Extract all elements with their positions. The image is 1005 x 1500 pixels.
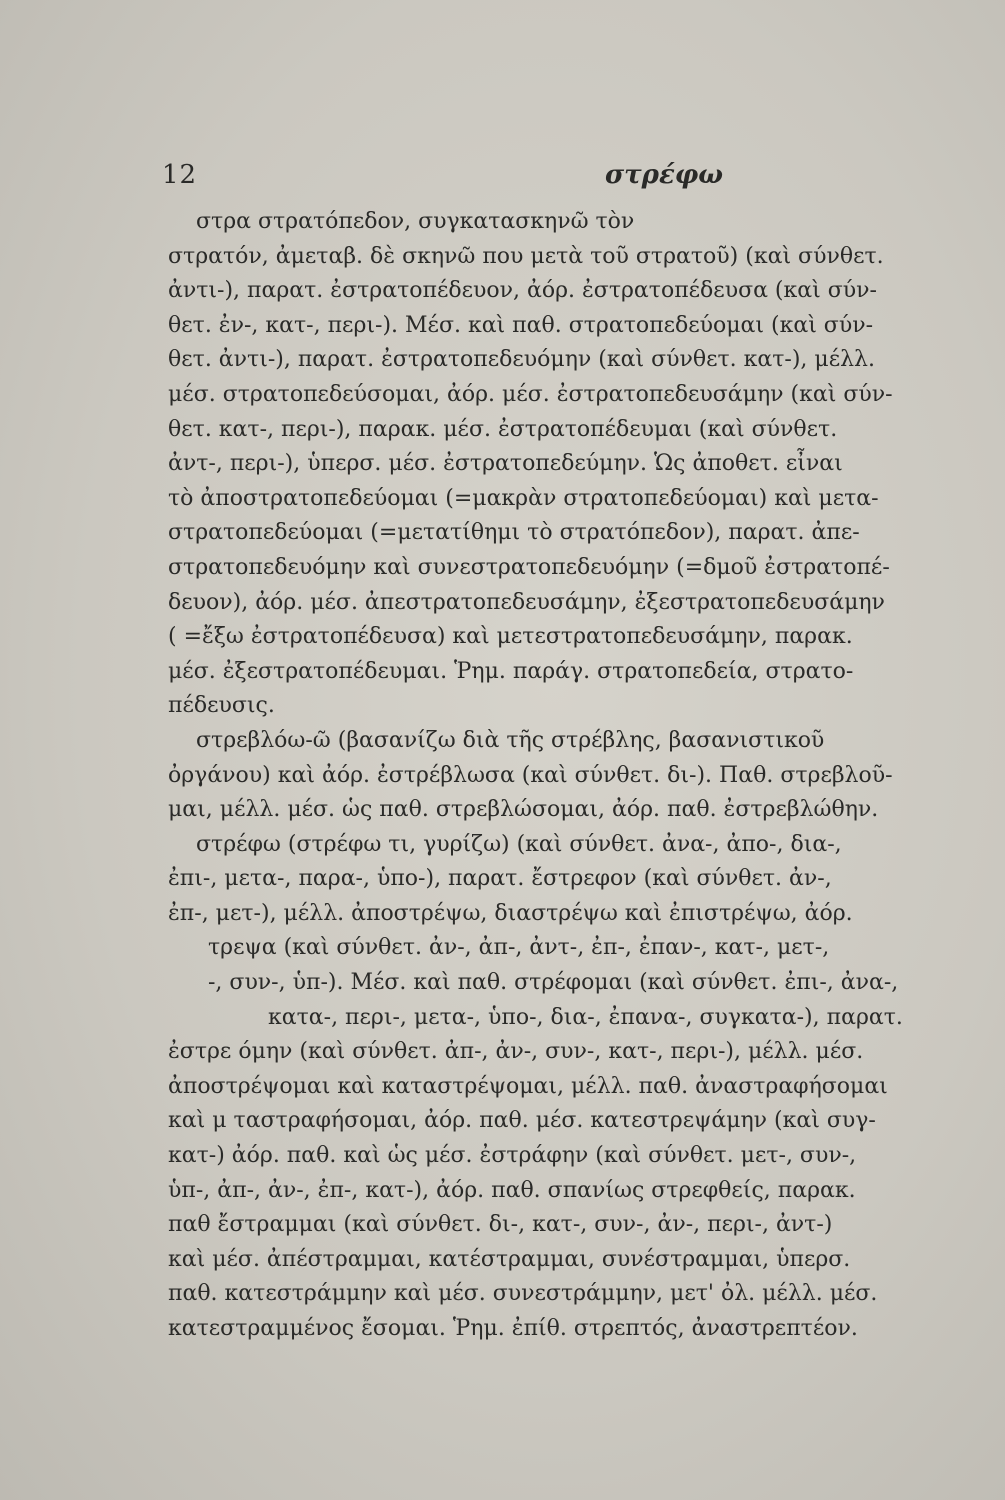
running-head: στρέφω [605, 160, 724, 190]
text-line: στρεβλόω-ῶ (βασανίζω διὰ τῆς στρέβλης, βασανιστικοῦ [196, 727, 825, 753]
text-line: καὶ μέσ. ἀπέστραμμαι, κατέστραμμαι, συνέστραμμαι, ὑπερσ. [168, 1246, 851, 1272]
text-line: στρατόν, ἀμεταβ. δὲ σκηνῶ που μετὰ τοῦ στρατοῦ) (καὶ σύνθετ. [168, 243, 884, 269]
text-line: κατ-) ἀόρ. παθ. καὶ ὡς μέσ. ἐστράφην (καὶ σύνθετ. μετ-, συν-, [168, 1143, 857, 1169]
text-line: κατεστραμμένος ἔσομαι. Ῥημ. ἐπίθ. στρεπτός, ἀναστρεπτέον. [168, 1316, 858, 1341]
text-line: στρα στρατόπεδον, συγκατασκηνῶ τὸν [196, 209, 635, 234]
text-line: μαι, μέλλ. μέσ. ὡς παθ. στρεβλώσομαι, ἀόρ. παθ. ἐστρεβλώθην. [168, 797, 879, 823]
text-line: ὀργάνου) καὶ ἀόρ. ἐστρέβλωσα (καὶ σύνθετ. δι-). Παθ. στρεβλοῦ- [168, 762, 893, 788]
text-line: ἀντι-), παρατ. ἐστρατοπέδευον, ἀόρ. ἐστρατοπέδευσα (καὶ σύν- [168, 278, 877, 304]
text-line: θετ. ἀντι-), παρατ. ἐστρατοπεδευόμην (καὶ σύνθετ. κατ-), μέλλ. [168, 347, 875, 373]
text-line: θετ. ἐν-, κατ-, περι-). Μέσ. καὶ παθ. στρατοπεδεύομαι (καὶ σύν- [168, 312, 874, 338]
text-line: ἐστρε όμην (καὶ σύνθετ. ἀπ-, ἀν-, συν-, κατ-, περι-), μέλλ. μέσ. [168, 1039, 864, 1065]
text-line: τρεψα (καὶ σύνθετ. ἀν-, ἀπ-, ἀντ-, ἐπ-, ἐπαν-, κατ-, μετ-, [208, 935, 830, 961]
dictionary-entries [168, 205, 968, 1347]
text-line: δευον), ἀόρ. μέσ. ἀπεστρατοπεδευσάμην, ἐξεστρατοπεδευσάμην [168, 589, 885, 615]
text-line: ἀντ-, περι-), ὑπερσ. μέσ. ἐστρατοπεδεύμην. Ὡς ἀποθετ. εἶναι [168, 451, 843, 477]
text-line: ἐπ-, μετ-), μέλλ. ἀποστρέψω, διαστρέψω καὶ ἐπιστρέψω, ἀόρ. [168, 900, 853, 926]
text-line: πέδευσις. [168, 693, 275, 719]
text-line: παθ. κατεστράμμην καὶ μέσ. συνεστράμμην, μετ' ὀλ. μέλλ. μέσ. [168, 1281, 878, 1307]
text-line: στρέφω (στρέφω τι, γυρίζω) (καὶ σύνθετ. ἀνα-, ἀπο-, δια-, [196, 831, 842, 857]
text-line: μέσ. στρατοπεδεύσομαι, ἀόρ. μέσ. ἐστρατοπεδευσάμην (καὶ σύν- [168, 381, 893, 407]
text-line: ( =ἔξω ἐστρατοπέδευσα) καὶ μετεστρατοπεδευσάμην, παρακ. [168, 624, 853, 650]
text-line: καὶ μ ταστραφήσομαι, ἀόρ. παθ. μέσ. κατεστρεψάμην (καὶ συγ- [168, 1108, 876, 1134]
text-line: -, συν-, ὑπ-). Μέσ. καὶ παθ. στρέφομαι (καὶ σύνθετ. ἐπι-, ἀνα-, [208, 970, 899, 996]
text-line: ὑπ-, ἀπ-, ἀν-, ἐπ-, κατ-), ἀόρ. παθ. σπανίως στρεφθείς, παρακ. [168, 1177, 856, 1203]
text-line: μέσ. ἐξεστρατοπέδευμαι. Ῥημ. παράγ. στρατοπεδεία, στρατο- [168, 658, 854, 684]
text-line: παθ ἔστραμμαι (καὶ σύνθετ. δι-, κατ-, συν-, ἀν-, περι-, ἀντ-) [168, 1212, 833, 1238]
page-number: 12 [162, 160, 198, 190]
text-line: στρατοπεδευόμην καὶ συνεστρατοπεδευόμην (=δμοῦ ἐστρατοπέ- [168, 554, 890, 580]
text-line: ἀποστρέψομαι καὶ καταστρέψομαι, μέλλ. παθ. ἀναστραφήσομαι [168, 1073, 888, 1099]
text-line: θετ. κατ-, περι-), παρακ. μέσ. ἐστρατοπέδευμαι (καὶ σύνθετ. [168, 416, 838, 442]
text-line: ἐπι-, μετα-, παρα-, ὑπο-), παρατ. ἔστρεφον (καὶ σύνθετ. ἀν-, [168, 866, 832, 892]
text-line: τὸ ἀποστρατοπεδεύομαι (=μακρὰν στρατοπεδεύομαι) καὶ μετα- [168, 485, 879, 511]
text-line: στρατοπεδεύομαι (=μετατίθημι τὸ στρατόπεδον), παρατ. ἀπε- [168, 520, 860, 546]
text-line: κατα-, περι-, μετα-, ὑπο-, δια-, ἐπανα-, συγκατα-), παρατ. [268, 1004, 903, 1030]
